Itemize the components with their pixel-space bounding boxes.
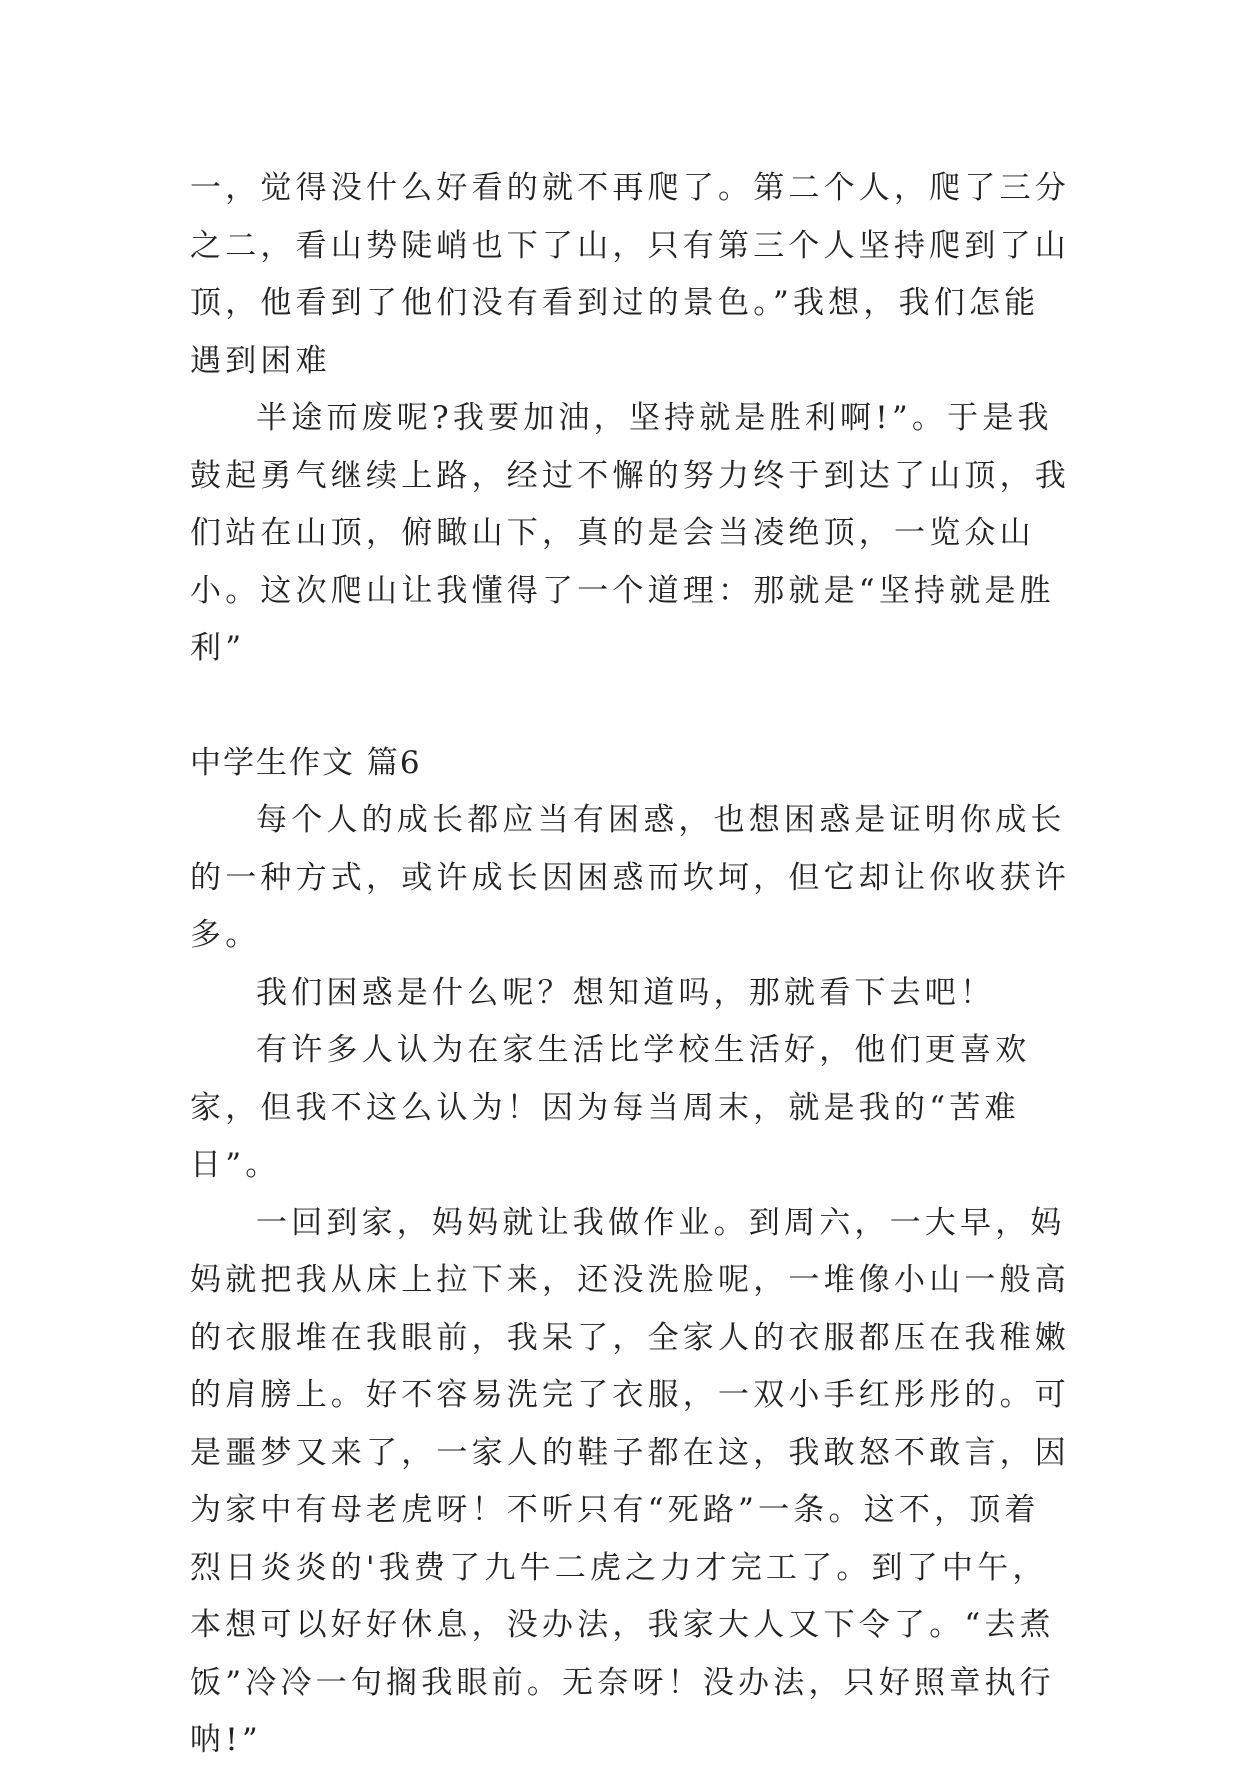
document-page	[190, 160, 1070, 1770]
section-heading: 中学生作文 篇6	[190, 744, 422, 781]
paragraph-6: 一回到家，妈妈就让我做作业。到周六，一大早，妈妈就把我从床上拉下来，还没洗脸呢，一堆像小山一般高的衣服堆在我眼前，我呆了，全家人的衣服都压在我稚嫩的肩膀上。好不容易洗完了衣服，一双小手红彤彤的。可是噩梦又来了，一家人的鞋子都在这，我敢怒不敢言，因为家中有母老虎呀！不听只有“死路”一条。这不，顶着烈日炎炎的'我费了九牛二虎之力才完工了。到了中午，本想可以好好休息，没办法，我家大人又下令了。“去煮饭”冷冷一句搁我眼前。无奈呀！没办法，只好照章执行呐!”	[190, 1204, 1070, 1758]
paragraph-4: 我们困惑是什么呢？想知道吗，那就看下去吧！	[256, 974, 996, 1011]
paragraph-2: 半途而废呢?我要加油，坚持就是胜利啊!”。于是我鼓起勇气继续上路，经过不懈的努力终于到达了山顶，我们站在山顶，俯瞰山下，真的是会当凌绝顶，一览众山小。这次爬山让我懂得了一个道理：那就是“坚持就是胜利”	[190, 400, 1070, 666]
paragraph-1: 一，觉得没什么好看的就不再爬了。第二个人，爬了三分之二，看山势陡峭也下了山，只有第三个人坚持爬到了山顶，他看到了他们没有看到过的景色。”我想，我们怎能遇到困难	[190, 170, 1070, 379]
section-gap	[190, 678, 1070, 735]
paragraph-3: 每个人的成长都应当有困惑，也想困惑是证明你成长的一种方式，或许成长因困惑而坎坷，但它却让你收获许多。	[190, 802, 1070, 953]
paragraph-5: 有许多人认为在家生活比学校生活好，他们更喜欢家，但我不这么认为！因为每当周末，就是我的“苦难日”。	[190, 1032, 1031, 1183]
